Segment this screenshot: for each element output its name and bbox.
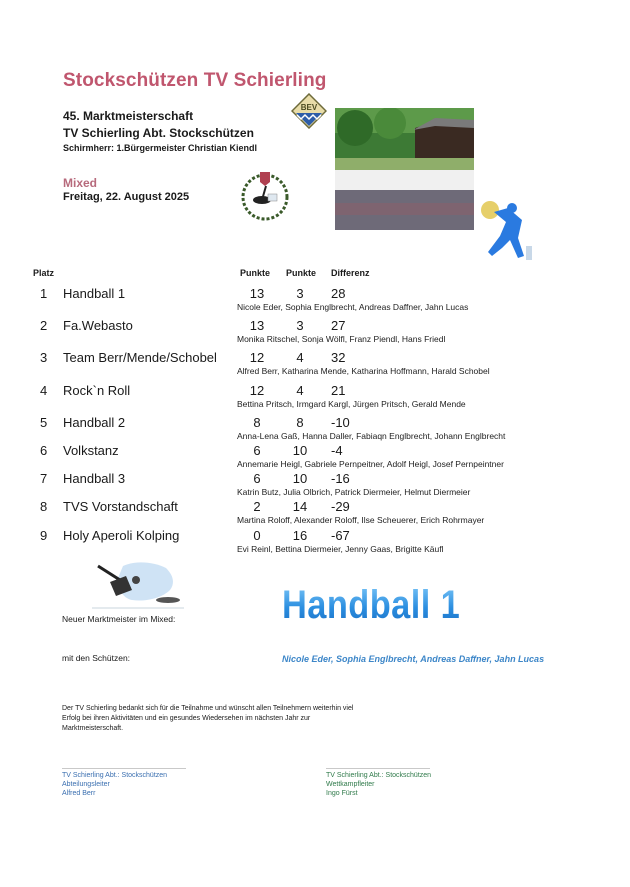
team-name: Handball 2 <box>63 415 126 430</box>
champion-players-label: mit den Schützen: <box>62 653 131 663</box>
rank-cell: 7 <box>40 471 48 486</box>
signature-block-left <box>62 771 167 798</box>
club-emblem-icon <box>238 168 292 222</box>
points-minus: 8 <box>296 415 304 430</box>
team-players: Katrin Butz, Julia Olbrich, Patrick Diermeier, Helmut Diermeier <box>237 487 471 497</box>
table-row <box>0 528 630 560</box>
points-plus: 0 <box>253 528 261 543</box>
signature-role: Abteilungsleiter <box>62 781 110 788</box>
organizer: TV Schierling Abt. Stockschützen <box>63 126 254 140</box>
column-header-difference: Differenz <box>331 268 370 278</box>
column-header-platz: Platz <box>33 268 55 278</box>
event-name: 45. Marktmeisterschaft <box>63 109 194 123</box>
point-difference: 32 <box>331 350 346 365</box>
team-players: Annemarie Heigl, Gabriele Pernpeitner, Adolf Heigl, Josef Pernpeintner <box>237 459 504 469</box>
table-row <box>0 318 630 350</box>
team-name: Handball 1 <box>63 286 126 301</box>
table-row <box>0 350 630 382</box>
points-plus: 13 <box>249 318 265 333</box>
rank-cell: 4 <box>40 383 48 398</box>
team-name: Team Berr/Mende/Schobel <box>63 350 217 365</box>
rank-cell: 2 <box>40 318 48 333</box>
document-title: Stockschützen TV Schierling <box>63 70 327 91</box>
point-difference: 27 <box>331 318 346 333</box>
thanks-paragraph: Der TV Schierling bedankt sich für die Teilnahme und wünscht allen Teilnehmern weiterhin viel Erfolg bei ihren Aktivitäten und ein gesundes Wiedersehen im nächsten Jahr zur Marktmeisterschaft. <box>62 705 354 732</box>
table-row <box>0 286 630 318</box>
clubhouse-photo <box>335 108 474 230</box>
rank-cell: 9 <box>40 528 48 543</box>
point-difference: -4 <box>331 443 343 458</box>
points-minus: 14 <box>292 499 308 514</box>
points-minus: 10 <box>292 471 308 486</box>
rank-cell: 8 <box>40 499 48 514</box>
point-difference: -67 <box>331 528 350 543</box>
signature-org: TV Schierling Abt.: Stockschützen <box>62 772 168 779</box>
team-players: Bettina Pritsch, Irmgard Kargl, Jürgen Pritsch, Gerald Mende <box>237 399 466 409</box>
column-header-points-plus: Punkte <box>240 268 271 278</box>
points-plus: 6 <box>253 443 261 458</box>
team-name: Handball 3 <box>63 471 126 486</box>
champion-players: Nicole Eder, Sophia Englbrecht, Andreas Daffner, Jahn Lucas <box>282 654 545 664</box>
team-name: Volkstanz <box>63 443 119 458</box>
signature-line <box>326 768 430 769</box>
rank-cell: 1 <box>40 286 48 301</box>
curler-figure-icon <box>478 198 538 264</box>
team-players: Martina Roloff, Alexander Roloff, Ilse Scheuerer, Erich Rohrmayer <box>237 515 485 525</box>
champion-team: Handball 1 <box>282 583 461 627</box>
points-plus: 12 <box>249 350 265 365</box>
team-players: Evi Reinl, Bettina Diermeier, Jenny Gaas, Brigitte Käufl <box>237 544 444 554</box>
points-minus: 10 <box>292 443 308 458</box>
svg-text:BEV: BEV <box>300 103 318 112</box>
points-minus: 3 <box>296 286 304 301</box>
point-difference: -29 <box>331 499 350 514</box>
signature-org: TV Schierling Abt.: Stockschützen <box>326 772 432 779</box>
table-row <box>0 383 630 415</box>
signature-line <box>62 768 186 769</box>
signature-name: Ingo Fürst <box>326 790 358 797</box>
team-name: Holy Aperoli Kolping <box>63 528 180 543</box>
category: Mixed <box>63 176 98 190</box>
team-players: Alfred Berr, Katharina Mende, Katharina Hoffmann, Harald Schobel <box>237 366 490 376</box>
points-plus: 12 <box>249 383 265 398</box>
points-plus: 6 <box>253 471 261 486</box>
new-champion-label: Neuer Marktmeister im Mixed: <box>62 614 176 624</box>
point-difference: 28 <box>331 286 346 301</box>
points-minus: 16 <box>292 528 308 543</box>
point-difference: -10 <box>331 415 350 430</box>
signature-block-right <box>326 771 431 798</box>
team-name: Rock`n Roll <box>63 383 131 398</box>
column-header-points-minus: Punkte <box>286 268 317 278</box>
points-minus: 3 <box>296 318 304 333</box>
team-players: Anna-Lena Gaß, Hanna Daller, Fabiaqn Englbrecht, Johann Englbrecht <box>237 431 506 441</box>
rank-cell: 3 <box>40 350 48 365</box>
rank-cell: 5 <box>40 415 48 430</box>
point-difference: -16 <box>331 471 350 486</box>
points-plus: 8 <box>253 415 261 430</box>
team-name: TVS Vorstandschaft <box>63 499 178 514</box>
points-plus: 13 <box>249 286 265 301</box>
rank-cell: 6 <box>40 443 48 458</box>
point-difference: 21 <box>331 383 346 398</box>
bev-logo-icon <box>291 93 327 129</box>
team-players: Monika Ritschel, Sonja Wölfl, Franz Piendl, Hans Friedl <box>237 334 446 344</box>
team-players: Nicole Eder, Sophia Englbrecht, Andreas Daffner, Jahn Lucas <box>237 302 469 312</box>
stockschuetze-bavaria-logo-icon <box>88 558 188 613</box>
points-minus: 4 <box>296 350 304 365</box>
points-plus: 2 <box>253 499 261 514</box>
patron: Schirmherr: 1.Bürgermeister Christian Kiendl <box>63 143 258 153</box>
points-minus: 4 <box>296 383 304 398</box>
event-date: Freitag, 22. August 2025 <box>63 191 190 203</box>
table-row <box>0 499 630 531</box>
team-name: Fa.Webasto <box>63 318 133 333</box>
signature-name: Alfred Berr <box>62 790 96 797</box>
signature-role: Wettkampfleiter <box>326 781 375 788</box>
